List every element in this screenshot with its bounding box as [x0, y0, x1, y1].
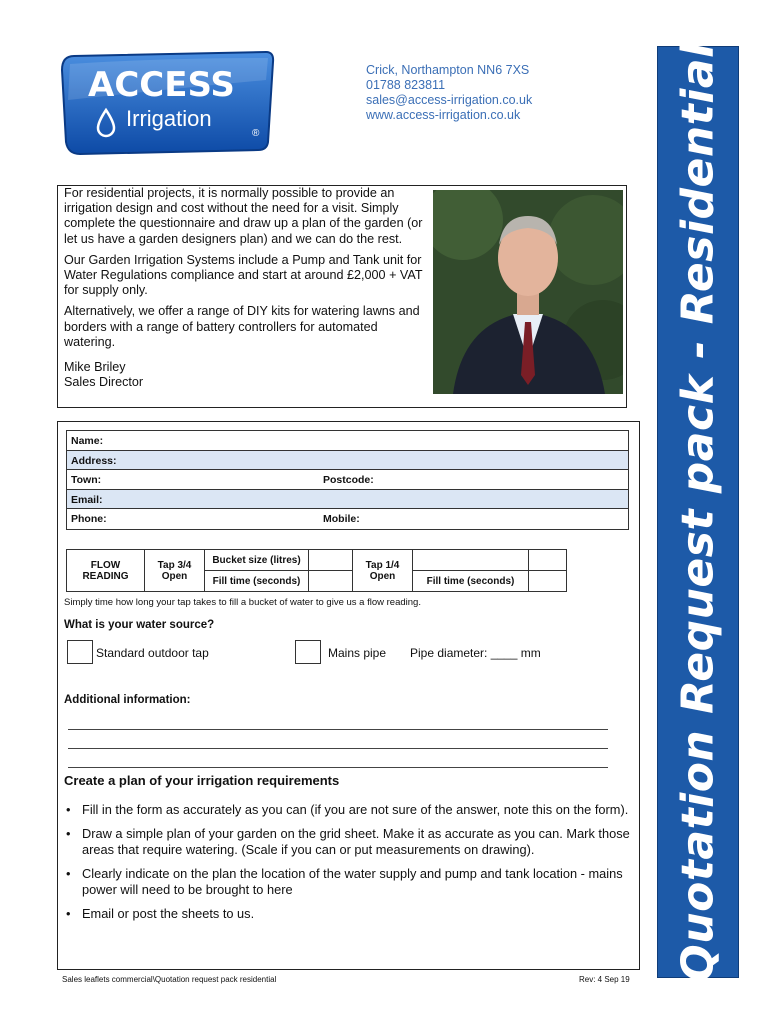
tap-14-bucket-input[interactable]: [413, 550, 529, 571]
answer-line[interactable]: [68, 730, 608, 749]
banner-title: Quotation Request pack - Residential: [672, 42, 724, 982]
additional-info-lines[interactable]: [68, 711, 608, 768]
town-postcode-row[interactable]: [67, 470, 628, 490]
logo-badge: [60, 50, 278, 155]
fill-time-label-1: Fill time (seconds): [205, 571, 309, 592]
additional-info-label: Additional information:: [64, 694, 191, 706]
plan-title: Create a plan of your irrigation requirements: [64, 773, 340, 788]
signer-name: Mike Briley: [64, 360, 126, 375]
tap-14-label: Tap 1/4 Open: [353, 550, 413, 592]
answer-line[interactable]: [68, 749, 608, 768]
plan-step: • Fill in the form as accurately as you can (if you are not sure of the answer, note this on the form).: [66, 802, 636, 818]
pipe-diameter-field[interactable]: Pipe diameter: ____ mm: [410, 646, 541, 660]
name-field[interactable]: [67, 431, 628, 451]
address-field[interactable]: [67, 451, 628, 471]
footer-file-path: Sales leaflets commercial\Quotation request pack residential: [62, 975, 277, 984]
flow-reading-label: FLOW READING: [67, 550, 145, 592]
postcode-label: Postcode:: [323, 474, 374, 486]
footer-revision: Rev: 4 Sep 19: [579, 975, 630, 984]
director-photo: [433, 190, 623, 394]
flow-reading-table: [66, 549, 567, 592]
logo-title: ACCESS: [88, 65, 235, 105]
town-label: Town:: [71, 474, 102, 486]
plan-step: • Email or post the sheets to us.: [66, 906, 636, 922]
access-irrigation-logo: [60, 50, 278, 155]
name-label: Name:: [71, 435, 104, 447]
side-banner: [657, 42, 739, 982]
answer-line[interactable]: [68, 711, 608, 730]
signer-title: Sales Director: [64, 375, 144, 390]
phone-mobile-row[interactable]: [67, 509, 628, 529]
intro-paragraph-3: Alternatively, we offer a range of DIY kits for watering lawns and borders with a range of battery controllers for automated watering.: [64, 304, 420, 349]
address-label: Address:: [71, 454, 117, 467]
registered-mark: ®: [252, 128, 260, 139]
standard-tap-label: Standard outdoor tap: [96, 646, 209, 660]
plan-steps: [66, 802, 636, 930]
intro-box: [57, 185, 627, 408]
tap-14-extra-input[interactable]: [529, 550, 567, 571]
bucket-size-input[interactable]: [309, 550, 353, 571]
flow-note: Simply time how long your tap takes to fill a bucket of water to give us a flow reading.: [64, 597, 421, 608]
fill-time-label-2: Fill time (seconds): [413, 571, 529, 592]
intro-paragraph-2: Our Garden Irrigation Systems include a Pump and Tank unit for Water Regulations compliance and start at around £2,000 + VAT for supply only.: [64, 252, 423, 298]
email-field[interactable]: [67, 490, 628, 510]
email-label: Email:: [71, 493, 103, 506]
plan-step: • Clearly indicate on the plan the location of the water supply and pump and tank location - mains power will need to be brought to here: [66, 866, 636, 898]
contact-email[interactable]: sales@access-irrigation.co.uk: [366, 93, 533, 107]
water-source-question: What is your water source?: [64, 619, 215, 631]
plan-step: • Draw a simple plan of your garden on the grid sheet. Make it as accurate as you can. Mark those areas that require watering. (Scale if you can or put measurements on drawing).: [66, 826, 636, 858]
fill-time-input-1[interactable]: [309, 571, 353, 592]
contact-phone: 01788 823811: [366, 78, 446, 92]
tap-34-label: Tap 3/4 Open: [145, 550, 205, 592]
intro-paragraph-1: For residential projects, it is normally possible to provide an irrigation design and cost without the need for a visit. Simply complete the questionnaire and draw up a plan of the garden (or let us have a garden designers plan) and we can do the rest.: [64, 186, 423, 246]
contact-fields: [66, 430, 629, 530]
fill-time-input-2[interactable]: [529, 571, 567, 592]
mains-pipe-label: Mains pipe: [328, 646, 387, 660]
logo-subtitle: Irrigation: [126, 106, 212, 131]
bucket-size-label: Bucket size (litres): [205, 550, 309, 571]
mains-pipe-checkbox[interactable]: [295, 640, 321, 664]
phone-label: Phone:: [71, 513, 107, 525]
contact-block: [366, 63, 532, 123]
contact-website[interactable]: www.access-irrigation.co.uk: [366, 108, 521, 122]
intro-text: [64, 186, 432, 390]
standard-tap-checkbox[interactable]: [67, 640, 93, 664]
contact-address: Crick, Northampton NN6 7XS: [366, 63, 530, 77]
quotation-form: [57, 421, 640, 970]
mobile-label: Mobile:: [323, 513, 360, 525]
